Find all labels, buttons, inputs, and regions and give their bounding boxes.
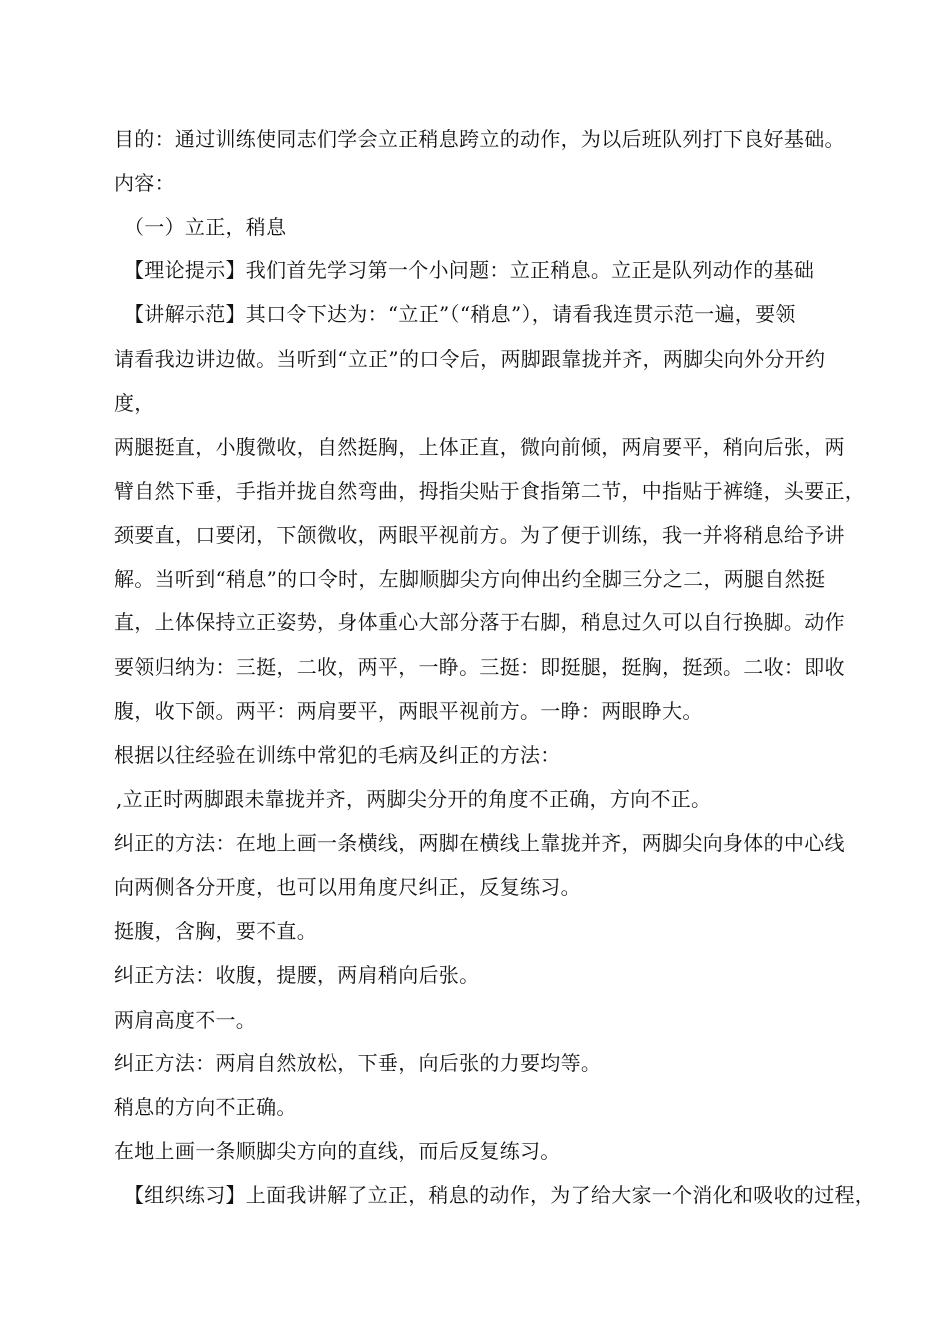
body-line: 腹，收下颌。两平：两肩要平，两眼平视前方。一睁：两眼睁大。 — [114, 699, 703, 723]
correction-item: 在地上画一条顺脚尖方向的直线，而后反复练习。 — [114, 1139, 561, 1163]
correction-item: 纠正方法：两肩自然放松，下垂，向后张的力要均等。 — [114, 1051, 602, 1075]
explanation-line: 【讲解示范】其口令下达为：“立正”（“稍息”），请看我连贯示范一遍，要领 — [124, 302, 796, 326]
correction-item: 向两侧各分开度，也可以用角度尺纠正，反复练习。 — [114, 875, 581, 899]
content-heading: 内容： — [114, 171, 175, 195]
body-line: 请看我边讲边做。当听到“立正”的口令后，两脚跟靠拢并齐，两脚尖向外分开约 — [114, 347, 826, 371]
correction-item: 纠正的方法：在地上画一条横线，两脚在横线上靠拢并齐，两脚尖向身体的中心线 — [114, 831, 845, 855]
body-line: 两腿挺直，小腹微收，自然挺胸，上体正直，微向前倾，两肩要平，稍向后张，两 — [114, 435, 845, 459]
body-line: 要领归纳为：三挺，二收，两平，一睁。三挺：即挺腿，挺胸，挺颈。二收：即收 — [114, 655, 845, 679]
section-heading: （一）立正，稍息 — [124, 215, 287, 239]
common-errors-heading: 根据以往经验在训练中常犯的毛病及纠正的方法： — [114, 743, 561, 767]
body-line: 臂自然下垂，手指并拢自然弯曲，拇指尖贴于食指第二节，中指贴于裤缝，头要正， — [114, 479, 866, 503]
purpose-line: 目的：通过训练使同志们学会立正稍息跨立的动作，为以后班队列打下良好基础。 — [114, 127, 845, 151]
error-item: 稍息的方向不正确。 — [114, 1095, 297, 1119]
theory-hint-line: 【理论提示】我们首先学习第一个小问题：立正稍息。立正是队列动作的基础 — [124, 258, 815, 282]
correction-item: 纠正方法：收腹，提腰，两肩稍向后张。 — [114, 963, 480, 987]
error-item: 挺腹，含胸，要不直。 — [114, 919, 317, 943]
body-line: 度， — [114, 391, 155, 415]
error-item: 两肩高度不一。 — [114, 1008, 257, 1032]
error-item: ,立正时两脚跟未靠拢并齐，两脚尖分开的角度不正确，方向不正。 — [116, 787, 712, 811]
body-line: 解。当听到“稍息”的口令时，左脚顺脚尖方向伸出约全脚三分之二，两腿自然挺 — [114, 567, 826, 591]
body-line: 直，上体保持立正姿势，身体重心大部分落于右脚，稍息过久可以自行换脚。动作 — [114, 610, 845, 634]
practice-line: 【组织练习】上面我讲解了立正，稍息的动作，为了给大家一个消化和吸收的过程， — [124, 1183, 876, 1207]
body-line: 颈要直，口要闭，下颌微收，两眼平视前方。为了便于训练，我一并将稍息给予讲 — [114, 523, 845, 547]
